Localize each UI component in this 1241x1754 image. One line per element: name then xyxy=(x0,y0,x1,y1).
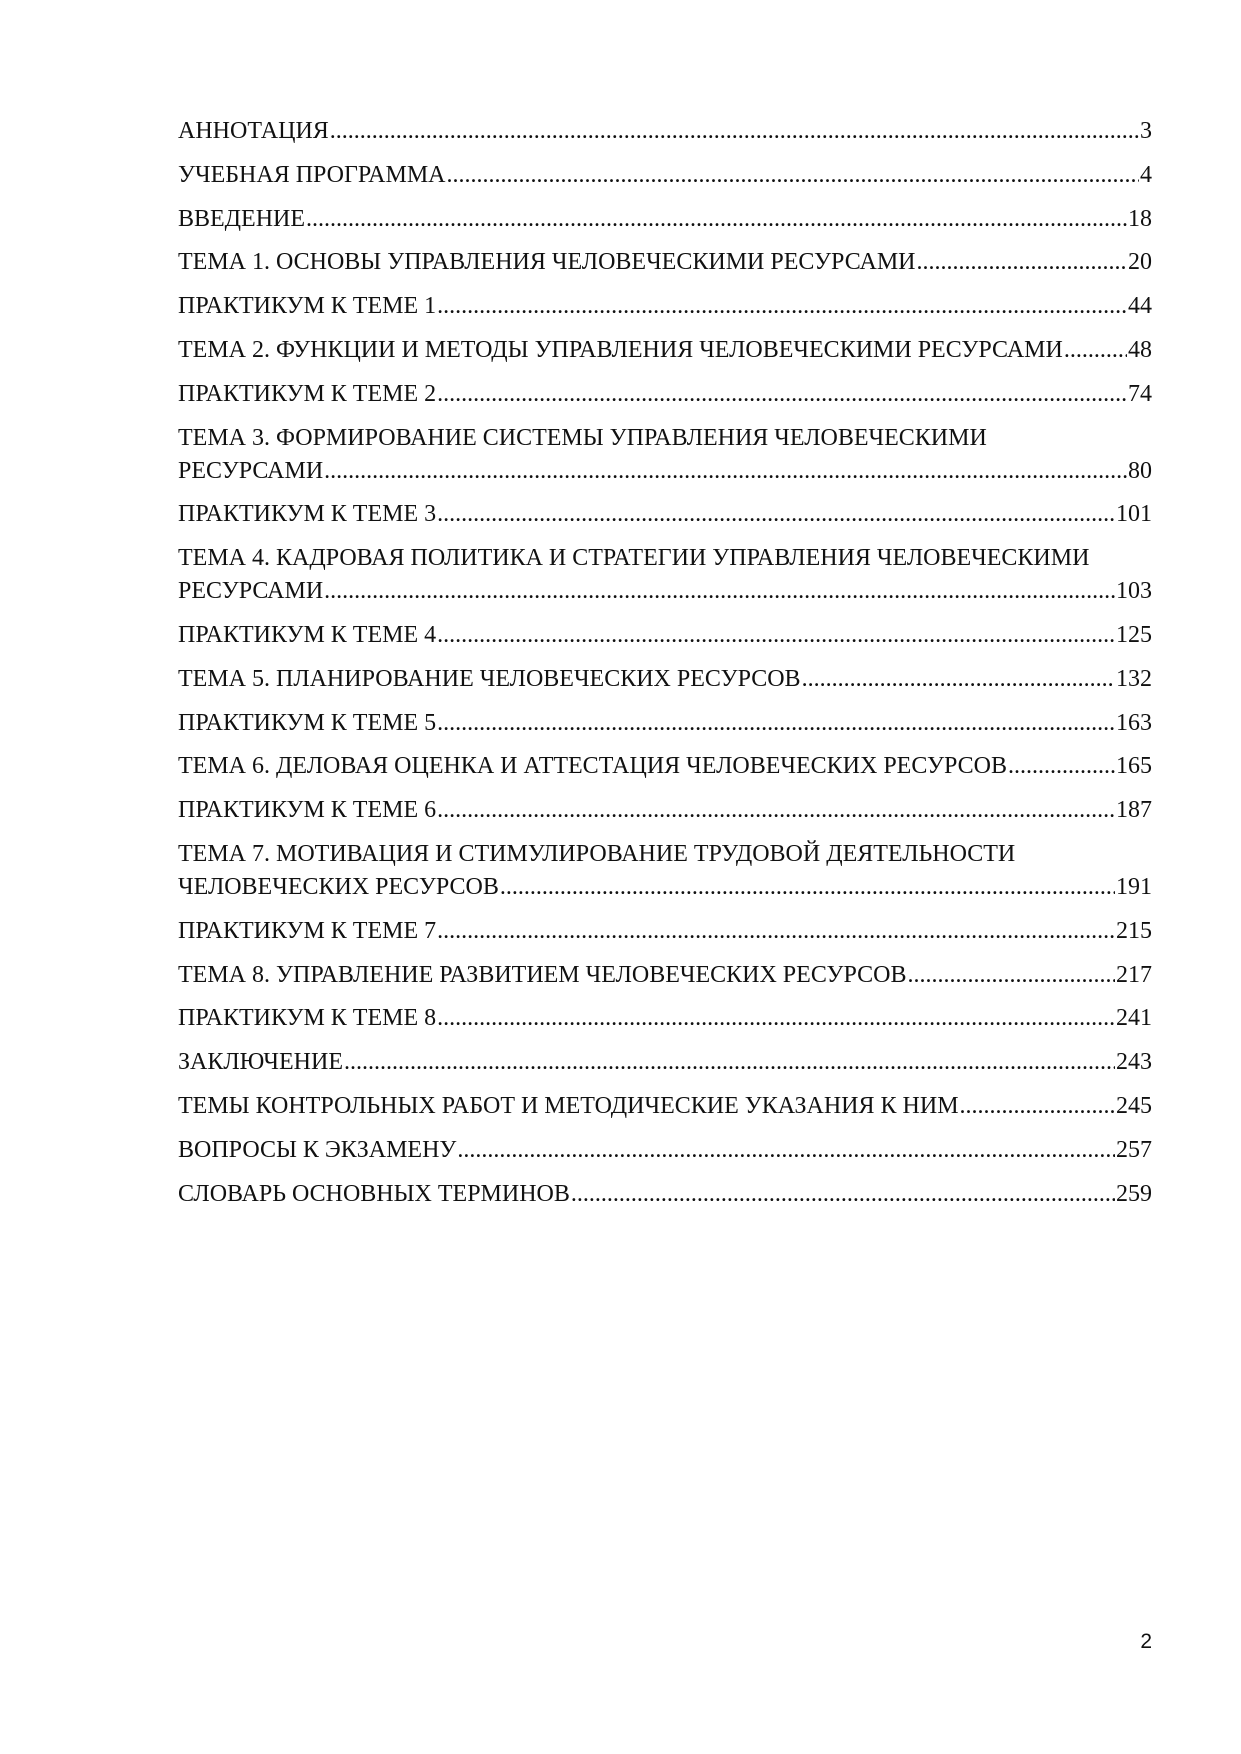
toc-entry-title: ТЕМА 5. ПЛАНИРОВАНИЕ ЧЕЛОВЕЧЕСКИХ РЕСУРСОВ xyxy=(178,665,801,692)
toc-entry-title: ПРАКТИКУМ К ТЕМЕ 6 xyxy=(178,797,437,824)
toc-entry[interactable] xyxy=(178,1178,1152,1211)
toc-entry[interactable] xyxy=(178,794,1152,827)
toc-entry[interactable] xyxy=(178,750,1152,783)
toc-entry-title-line2: ЧЕЛОВЕЧЕСКИХ РЕСУРСОВ xyxy=(178,873,499,900)
toc-entry-page: 80 xyxy=(1128,457,1152,484)
table-of-contents xyxy=(178,115,1152,1221)
toc-dot-leader xyxy=(324,575,1115,608)
toc-dot-leader xyxy=(917,246,1127,279)
toc-dot-leader xyxy=(457,1134,1115,1167)
toc-entry[interactable] xyxy=(178,542,1152,608)
toc-entry[interactable] xyxy=(178,1134,1152,1167)
toc-entry-title: ПРАКТИКУМ К ТЕМЕ 4 xyxy=(178,621,437,648)
toc-entry-page: 191 xyxy=(1116,873,1152,900)
toc-dot-leader xyxy=(437,619,1115,652)
toc-entry-page: 217 xyxy=(1116,961,1152,988)
toc-entry-page: 74 xyxy=(1128,380,1152,407)
toc-entry[interactable] xyxy=(178,1090,1152,1123)
toc-entry[interactable] xyxy=(178,159,1152,192)
toc-entry-page: 241 xyxy=(1116,1005,1152,1032)
toc-entry-title: ТЕМА 6. ДЕЛОВАЯ ОЦЕНКА И АТТЕСТАЦИЯ ЧЕЛОВЕЧЕСКИХ РЕСУРСОВ xyxy=(178,753,1007,780)
toc-entry-page: 18 xyxy=(1128,205,1152,232)
toc-dot-leader xyxy=(437,707,1115,740)
toc-entry[interactable] xyxy=(178,422,1152,488)
toc-entry[interactable] xyxy=(178,619,1152,652)
toc-entry-title: УЧЕБНАЯ ПРОГРАММА xyxy=(178,161,446,188)
toc-entry-title-line1: ТЕМА 3. ФОРМИРОВАНИЕ СИСТЕМЫ УПРАВЛЕНИЯ ЧЕЛОВЕЧЕСКИМИ xyxy=(178,424,987,451)
toc-entry-title: ЗАКЛЮЧЕНИЕ xyxy=(178,1049,343,1076)
toc-dot-leader xyxy=(437,378,1127,411)
toc-entry[interactable] xyxy=(178,707,1152,740)
toc-entry-page: 132 xyxy=(1116,665,1152,692)
toc-entry[interactable] xyxy=(178,1002,1152,1035)
toc-entry-page: 103 xyxy=(1116,578,1152,605)
toc-entry[interactable] xyxy=(178,115,1152,148)
toc-dot-leader xyxy=(324,455,1127,488)
toc-entry[interactable] xyxy=(178,838,1152,904)
toc-dot-leader xyxy=(571,1178,1115,1211)
toc-entry-page: 243 xyxy=(1116,1049,1152,1076)
toc-dot-leader xyxy=(437,915,1115,948)
toc-entry-title: ТЕМА 1. ОСНОВЫ УПРАВЛЕНИЯ ЧЕЛОВЕЧЕСКИМИ РЕСУРСАМИ xyxy=(178,249,916,276)
toc-entry-page: 20 xyxy=(1128,249,1152,276)
toc-entry-title: СЛОВАРЬ ОСНОВНЫХ ТЕРМИНОВ xyxy=(178,1180,570,1207)
toc-entry[interactable] xyxy=(178,246,1152,279)
toc-entry-title: ТЕМЫ КОНТРОЛЬНЫХ РАБОТ И МЕТОДИЧЕСКИЕ УКАЗАНИЯ К НИМ xyxy=(178,1092,959,1119)
toc-entry-page: 257 xyxy=(1116,1136,1152,1163)
toc-entry-title-line1: ТЕМА 7. МОТИВАЦИЯ И СТИМУЛИРОВАНИЕ ТРУДОВОЙ ДЕЯТЕЛЬНОСТИ xyxy=(178,840,1016,867)
toc-dot-leader xyxy=(1008,750,1115,783)
toc-entry-title: ПРАКТИКУМ К ТЕМЕ 5 xyxy=(178,709,437,736)
toc-entry-title: ВОПРОСЫ К ЭКЗАМЕНУ xyxy=(178,1136,457,1163)
toc-dot-leader xyxy=(437,290,1127,323)
toc-entry[interactable] xyxy=(178,290,1152,323)
toc-entry-page: 101 xyxy=(1116,501,1152,528)
toc-dot-leader xyxy=(344,1046,1115,1079)
toc-entry-title: ПРАКТИКУМ К ТЕМЕ 2 xyxy=(178,380,437,407)
toc-entry-title: ВВЕДЕНИЕ xyxy=(178,205,306,232)
toc-entry[interactable] xyxy=(178,1046,1152,1079)
toc-entry[interactable] xyxy=(178,334,1152,367)
toc-dot-leader xyxy=(447,159,1139,192)
toc-dot-leader xyxy=(500,871,1115,904)
toc-entry-title: ПРАКТИКУМ К ТЕМЕ 3 xyxy=(178,501,437,528)
toc-dot-leader xyxy=(306,203,1127,236)
toc-entry-title: ТЕМА 8. УПРАВЛЕНИЕ РАЗВИТИЕМ ЧЕЛОВЕЧЕСКИХ РЕСУРСОВ xyxy=(178,961,907,988)
toc-entry-title-line2: РЕСУРСАМИ xyxy=(178,457,324,484)
toc-entry-page: 4 xyxy=(1140,161,1152,188)
toc-dot-leader xyxy=(437,1002,1115,1035)
toc-entry-title: ТЕМА 2. ФУНКЦИИ И МЕТОДЫ УПРАВЛЕНИЯ ЧЕЛОВЕЧЕСКИМИ РЕСУРСАМИ xyxy=(178,336,1063,363)
toc-dot-leader xyxy=(802,663,1115,696)
toc-entry-title-line2: РЕСУРСАМИ xyxy=(178,578,324,605)
toc-entry-page: 165 xyxy=(1116,753,1152,780)
toc-entry-page: 245 xyxy=(1116,1092,1152,1119)
toc-entry-page: 215 xyxy=(1116,917,1152,944)
toc-entry[interactable] xyxy=(178,498,1152,531)
toc-entry-page: 3 xyxy=(1140,118,1152,144)
toc-entry-title: ПРАКТИКУМ К ТЕМЕ 7 xyxy=(178,917,437,944)
toc-entry[interactable] xyxy=(178,959,1152,992)
toc-dot-leader xyxy=(437,794,1115,827)
toc-entry-title-line1: ТЕМА 4. КАДРОВАЯ ПОЛИТИКА И СТРАТЕГИИ УПРАВЛЕНИЯ ЧЕЛОВЕЧЕСКИМИ xyxy=(178,545,1090,572)
toc-entry-title: АННОТАЦИЯ xyxy=(178,118,329,144)
toc-entry-page: 48 xyxy=(1128,336,1152,363)
toc-dot-leader xyxy=(330,115,1139,148)
toc-entry-title: ПРАКТИКУМ К ТЕМЕ 8 xyxy=(178,1005,437,1032)
toc-dot-leader xyxy=(907,959,1115,992)
toc-dot-leader xyxy=(437,498,1115,531)
toc-dot-leader xyxy=(1064,334,1127,367)
toc-entry-page: 187 xyxy=(1116,797,1152,824)
toc-entry[interactable] xyxy=(178,663,1152,696)
toc-entry[interactable] xyxy=(178,378,1152,411)
toc-entry[interactable] xyxy=(178,203,1152,236)
toc-entry[interactable] xyxy=(178,915,1152,948)
toc-entry-title: ПРАКТИКУМ К ТЕМЕ 1 xyxy=(178,293,437,320)
toc-entry-page: 259 xyxy=(1116,1180,1152,1207)
page-number: 2 xyxy=(1140,1630,1152,1653)
toc-entry-page: 125 xyxy=(1116,621,1152,648)
toc-entry-page: 44 xyxy=(1128,293,1152,320)
toc-entry-page: 163 xyxy=(1116,709,1152,736)
toc-dot-leader xyxy=(960,1090,1115,1123)
